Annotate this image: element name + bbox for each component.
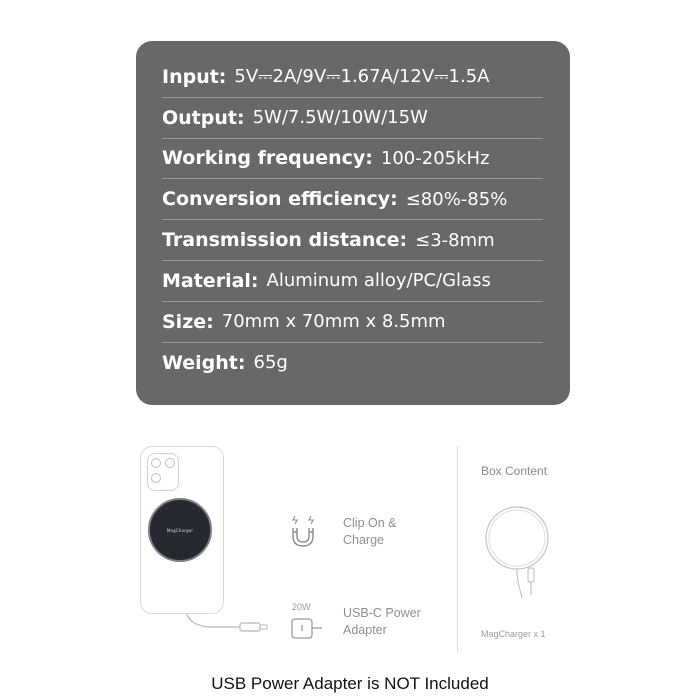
box-content-caption: MagCharger x 1 (481, 629, 546, 639)
feature-clip-line1: Clip On & (343, 516, 397, 530)
charger-ring (486, 507, 548, 598)
spec-label: Output: (162, 106, 245, 129)
spec-label: Working frequency: (162, 147, 373, 170)
spec-row-size (162, 302, 543, 343)
spec-label: Conversion efficiency: (162, 188, 398, 211)
spec-row-output (162, 98, 543, 139)
spec-row-efficiency (162, 179, 543, 220)
camera-lens (151, 458, 161, 468)
spec-label: Size: (162, 310, 214, 333)
feature-clip-line2: Charge (343, 533, 384, 547)
spec-card (136, 41, 570, 405)
spec-label: Transmission distance: (162, 229, 408, 252)
spec-value: 65g (253, 352, 288, 374)
spec-row-distance (162, 220, 543, 261)
feature-adapter-line2: Adapter (343, 623, 387, 637)
camera-bump (147, 453, 179, 491)
usb-c-plug-tip (260, 625, 267, 629)
spec-row-input (162, 57, 543, 98)
spec-value: Aluminum alloy/PC/Glass (266, 270, 491, 292)
footer-note: USB Power Adapter is NOT Included (211, 674, 489, 693)
camera-lens (151, 473, 161, 483)
spec-row-frequency (162, 139, 543, 180)
spec-row-material (162, 261, 543, 302)
spec-value: ≤80%-85% (405, 188, 508, 210)
spec-value: 5V⎓2A/9V⎓1.67A/12V⎓1.5A (234, 66, 490, 88)
spec-label: Input: (162, 65, 227, 88)
usb-c-plug (240, 623, 260, 631)
puck-brand-text: MagCharger (166, 527, 194, 533)
spec-value: ≤3-8mm (415, 229, 495, 251)
usb-c-adapter-icon (292, 619, 322, 638)
spec-row-weight (162, 343, 543, 384)
vertical-divider (457, 446, 458, 652)
camera-lens (165, 458, 175, 468)
spec-value: 5W/7.5W/10W/15W (252, 107, 428, 129)
spec-value: 100-205kHz (380, 147, 490, 169)
box-content-title: Box Content (481, 464, 548, 478)
charger-puck (148, 498, 212, 562)
feature-adapter-label (343, 605, 421, 639)
magnet-icon (293, 516, 313, 546)
product-illustration (0, 430, 700, 660)
spec-value: 70mm x 70mm x 8.5mm (221, 311, 446, 333)
adapter-watt-label: 20W (292, 602, 311, 612)
feature-adapter-line1: USB-C Power (343, 606, 421, 620)
spec-label: Material: (162, 269, 259, 292)
spec-label: Weight: (162, 351, 246, 374)
feature-clip-label (343, 515, 397, 549)
